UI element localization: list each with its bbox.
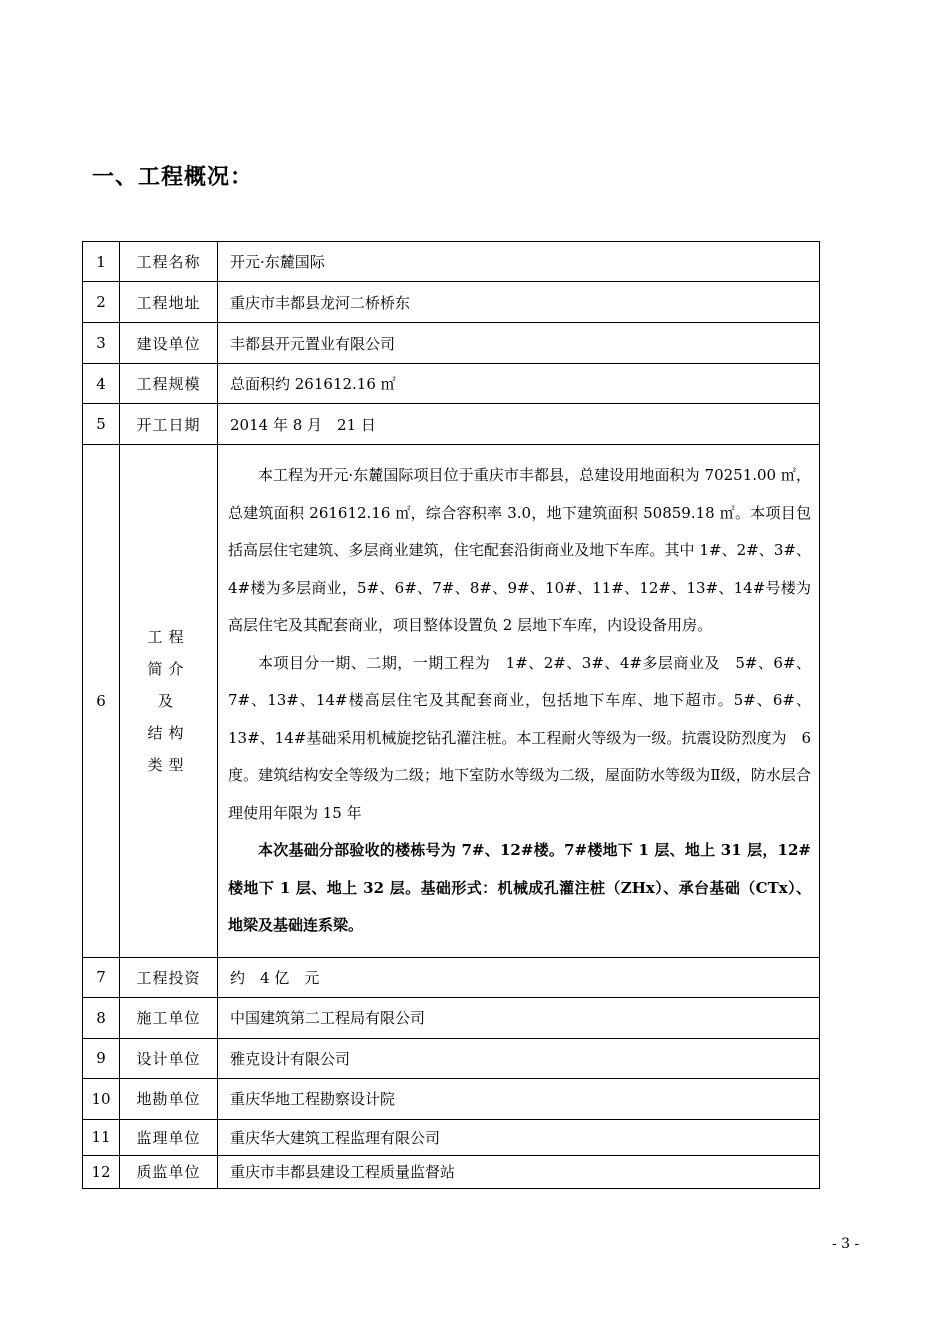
page-number: - 3 -: [832, 1236, 860, 1252]
section-heading: 一、工程概况：: [92, 165, 254, 190]
table-row: [83, 282, 820, 323]
row-label-line: 及: [157, 691, 179, 710]
description-paragraph: 本项目分一期、二期，一期工程为 1#、2#、3#、4#多层商业及 5#、6#、7#、13#、14#楼高层住宅及其配套商业，包括地下车库、地下超市。5#、6#、13#、14#基础采用机械旋挖钻孔灌注桩。本工程耐火等级为一级。抗震设防烈度为 6 度。建筑结构安全等级为二级；地下室防水等级为二级，屋面防水等级为Ⅱ级，防水层合理使用年限为 15 年: [228, 653, 811, 822]
row-value: 丰都县开元置业有限公司: [218, 323, 820, 364]
row-number: 8: [83, 997, 120, 1038]
row-label: 设计单位: [120, 1038, 218, 1078]
table-row: [83, 1119, 820, 1155]
project-overview-table: [82, 241, 820, 1189]
row-value: 重庆市丰都县建设工程质量监督站: [218, 1155, 820, 1188]
row-number: 10: [83, 1078, 120, 1119]
description-paragraph: 本工程为开元·东麓国际项目位于重庆市丰都县，总建设用地面积为 70251.00 ㎡，总建筑面积 261612.16 ㎡，综合容积率 3.0，地下建筑面积 50859.18 ㎡。本项目包括高层住宅建筑、多层商业建筑，住宅配套沿街商业及地下车库。其中 1#、2#、3#、4#楼为多层商业，5#、6#、7#、8#、9#、10#、11#、12#、13#、14#号楼为高层住宅及其配套商业，项目整体设置负 2 层地下车库，内设设备用房。: [228, 466, 811, 634]
table-row: [83, 404, 820, 445]
row-label-line: 类型: [147, 755, 190, 774]
row-number: 6: [83, 445, 120, 958]
row-value: 中国建筑第二工程局有限公司: [218, 997, 820, 1038]
table-row: [83, 1155, 820, 1188]
row-label: 工程投资: [120, 957, 218, 997]
row-number: 1: [83, 242, 120, 282]
row-number: 3: [83, 323, 120, 364]
project-description: [218, 445, 820, 958]
row-label: 监理单位: [120, 1119, 218, 1155]
table-row: [83, 364, 820, 404]
row-number: 11: [83, 1119, 120, 1155]
row-number: 2: [83, 282, 120, 323]
row-number: 7: [83, 957, 120, 997]
table-row: [83, 242, 820, 282]
row-label-line: 简介: [147, 659, 190, 678]
row-label: 工程名称: [120, 242, 218, 282]
row-value: 开元·东麓国际: [218, 242, 820, 282]
row-value: 雅克设计有限公司: [218, 1038, 820, 1078]
row-number: 12: [83, 1155, 120, 1188]
row-label: 施工单位: [120, 997, 218, 1038]
row-label: 建设单位: [120, 323, 218, 364]
row-label-line: 结构: [147, 723, 190, 742]
row-label: [120, 445, 218, 958]
row-value: 总面积约 261612.16 ㎡: [218, 364, 820, 404]
row-value: 重庆华地工程勘察设计院: [218, 1078, 820, 1119]
row-number: 4: [83, 364, 120, 404]
row-number: 9: [83, 1038, 120, 1078]
row-label: 工程地址: [120, 282, 218, 323]
row-value: 约 4 亿 元: [218, 957, 820, 997]
acceptance-scope-paragraph: 本次基础分部验收的楼栋号为 7#、12#楼。7#楼地下 1 层、地上 31 层，12#楼地下 1 层、地上 32 层。基础形式：机械成孔灌注桩（ZHx）、承台基础（CTx）、地梁及基础连系梁。: [228, 841, 811, 934]
row-label: 质监单位: [120, 1155, 218, 1188]
row-label-line: 工程: [147, 627, 190, 646]
row-label: 工程规模: [120, 364, 218, 404]
table-row: [83, 957, 820, 997]
row-value: 重庆华大建筑工程监理有限公司: [218, 1119, 820, 1155]
row-value: 2014 年 8 月 21 日: [218, 404, 820, 445]
table-row: [83, 1078, 820, 1119]
table-row: [83, 323, 820, 364]
row-label: 地勘单位: [120, 1078, 218, 1119]
table-row-intro: [83, 445, 820, 958]
row-number: 5: [83, 404, 120, 445]
row-value: 重庆市丰都县龙河二桥桥东: [218, 282, 820, 323]
table-row: [83, 997, 820, 1038]
table-row: [83, 1038, 820, 1078]
row-label: 开工日期: [120, 404, 218, 445]
